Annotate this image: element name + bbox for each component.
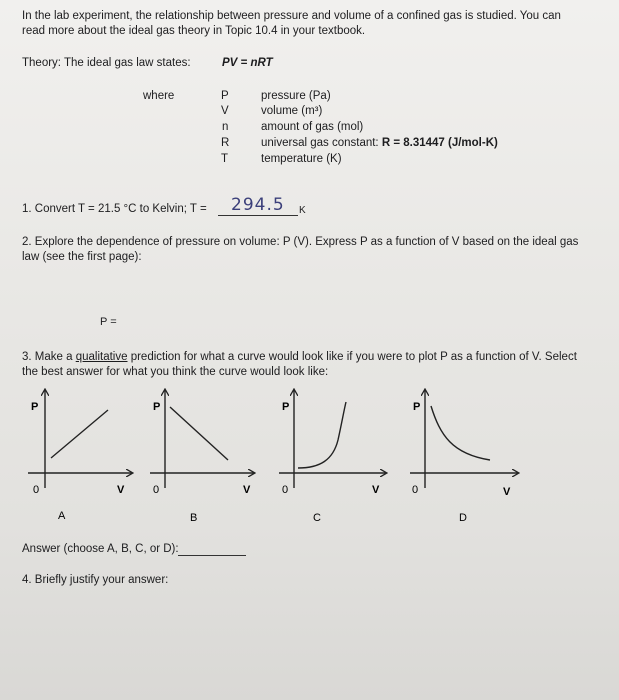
var-symbol-t: T (221, 153, 229, 165)
var-symbol-p: P (221, 90, 229, 102)
q3-qualitative: qualitative (75, 351, 128, 363)
graph-a-letter: A (58, 510, 66, 522)
graph-b-origin: 0 (153, 484, 160, 496)
graph-c-xlabel: V (372, 484, 380, 496)
graph-d-origin: 0 (412, 484, 419, 496)
graph-d-ylabel: P (413, 401, 421, 413)
where-label: where (143, 90, 175, 102)
question-4-text: 4. Briefly justify your answer: (22, 574, 169, 586)
graph-options (0, 380, 619, 530)
var-desc-gas-constant (261, 136, 498, 151)
var-symbol-n: n (222, 121, 229, 133)
question-2-line-1: 2. Explore the dependence of pressure on volume: P (V). Express P as a function of V based on the ideal gas (22, 236, 579, 248)
graph-a-origin: 0 (33, 484, 40, 496)
graph-c-curve (298, 402, 346, 468)
graph-b-ylabel: P (153, 401, 161, 413)
answer-blank-line[interactable] (178, 555, 246, 556)
gas-constant-value: R = 8.31447 (J/mol-K) (381, 137, 498, 149)
graph-d-curve (431, 406, 490, 460)
question-1-text: 1. Convert T = 21.5 °C to Kelvin; T = (22, 203, 207, 215)
graph-c-origin: 0 (282, 484, 289, 496)
graph-b-letter: B (190, 512, 198, 524)
graph-c-ylabel: P (282, 401, 290, 413)
question-3-line-1 (22, 350, 577, 365)
graph-d[interactable] (410, 390, 518, 524)
q3-text-b: prediction for what a curve would look like if you were to plot P as a function of V. Select (127, 351, 577, 363)
intro-line-1: In the lab experiment, the relationship between pressure and volume of a confined gas is studied. You can (22, 10, 561, 22)
graph-c[interactable] (279, 390, 386, 524)
gas-constant-prefix: universal gas constant: (261, 137, 382, 149)
var-symbol-r: R (221, 137, 230, 149)
graph-a[interactable] (28, 390, 132, 522)
var-desc-volume: volume (m³) (261, 105, 323, 117)
var-symbol-v: V (221, 105, 229, 117)
graph-c-letter: C (313, 512, 321, 524)
graph-d-xlabel: V (503, 486, 511, 498)
question-3-line-2: the best answer for what you think the curve would look like: (22, 366, 329, 378)
kelvin-unit: K (299, 205, 306, 216)
ideal-gas-equation: PV = nRT (222, 57, 273, 69)
theory-label: Theory: The ideal gas law states: (22, 57, 191, 69)
var-desc-pressure: pressure (Pa) (261, 90, 331, 102)
answer-1-line (218, 215, 298, 216)
graph-b-xlabel: V (243, 484, 251, 496)
graph-a-ylabel: P (31, 401, 39, 413)
q3-text-a: 3. Make a (22, 351, 76, 363)
answer-prompt: Answer (choose A, B, C, or D): (22, 543, 179, 555)
graph-b-curve (170, 407, 228, 460)
graph-a-curve (51, 410, 108, 458)
var-desc-amount: amount of gas (mol) (261, 121, 364, 133)
graph-b[interactable] (150, 390, 254, 524)
p-equals-label: P = (100, 316, 117, 328)
question-2-line-2: law (see the first page): (22, 251, 142, 263)
graph-a-xlabel: V (117, 484, 125, 496)
intro-line-2: read more about the ideal gas theory in Topic 10.4 in your textbook. (22, 25, 366, 37)
var-desc-temperature: temperature (K) (261, 153, 342, 165)
handwritten-kelvin-answer: 294.5 (231, 195, 285, 215)
graph-d-letter: D (459, 512, 467, 524)
